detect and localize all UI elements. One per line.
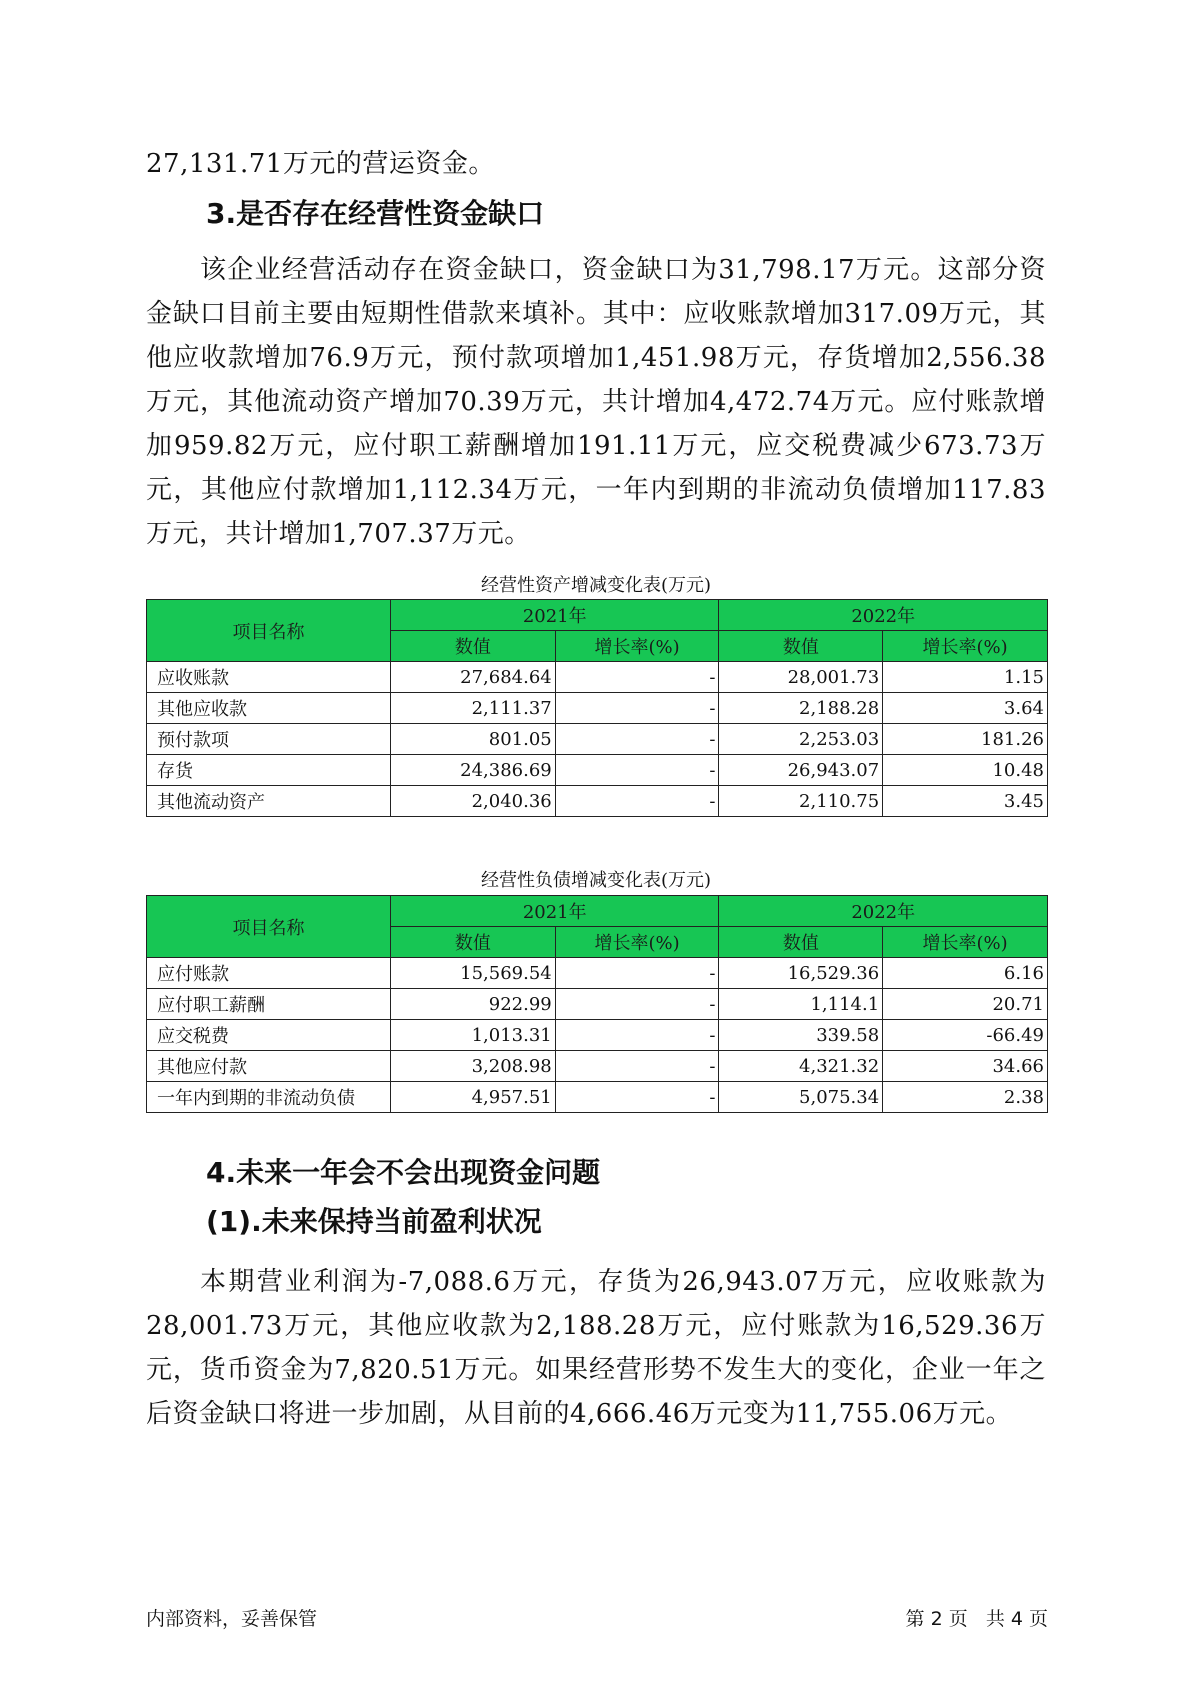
rate-2022: 6.16	[883, 958, 1048, 989]
rate-2021: -	[555, 1051, 719, 1082]
value-2021: 3,208.98	[390, 1051, 555, 1082]
value-2022: 1,114.1	[719, 989, 883, 1020]
rate-2022: -66.49	[883, 1020, 1048, 1051]
row-name: 其他应收款	[147, 693, 391, 724]
value-2021: 27,684.64	[390, 662, 555, 693]
table-row	[147, 989, 1048, 1020]
table-row	[147, 958, 1048, 989]
rate-2022: 3.45	[883, 786, 1048, 817]
assets-table	[146, 599, 1048, 817]
value-2022: 28,001.73	[719, 662, 883, 693]
header-growth-rate: 增长率(%)	[555, 927, 719, 958]
section-heading-next-year: 4.未来一年会不会出现资金问题	[206, 1156, 601, 1189]
header-value: 数值	[390, 631, 555, 662]
rate-2021: -	[555, 1020, 719, 1051]
table-row	[147, 693, 1048, 724]
footer-confidential: 内部资料，妥善保管	[146, 1608, 318, 1630]
rate-2022: 3.64	[883, 693, 1048, 724]
header-value: 数值	[390, 927, 555, 958]
value-2022: 26,943.07	[719, 755, 883, 786]
value-2021: 922.99	[390, 989, 555, 1020]
value-2022: 5,075.34	[719, 1082, 883, 1113]
value-2022: 16,529.36	[719, 958, 883, 989]
value-2022: 2,188.28	[719, 693, 883, 724]
value-2021: 1,013.31	[390, 1020, 555, 1051]
header-item-name: 项目名称	[147, 600, 391, 662]
section-heading-funding-gap: 3.是否存在经营性资金缺口	[206, 197, 545, 230]
row-name: 存货	[147, 755, 391, 786]
header-value: 数值	[719, 631, 883, 662]
header-value: 数值	[719, 927, 883, 958]
header-item-name: 项目名称	[147, 896, 391, 958]
rate-2021: -	[555, 989, 719, 1020]
header-growth-rate: 增长率(%)	[883, 631, 1048, 662]
header-year-2021: 2021年	[390, 600, 719, 631]
value-2022: 339.58	[719, 1020, 883, 1051]
table-row	[147, 1051, 1048, 1082]
row-name: 应交税费	[147, 1020, 391, 1051]
paragraph-working-capital: 27,131.71万元的营运资金。	[146, 149, 495, 179]
value-2021: 2,111.37	[390, 693, 555, 724]
rate-2021: -	[555, 724, 719, 755]
rate-2022: 1.15	[883, 662, 1048, 693]
table-title-liabilities: 经营性负债增减变化表(万元)	[480, 870, 712, 891]
value-2021: 2,040.36	[390, 786, 555, 817]
row-name: 其他流动资产	[147, 786, 391, 817]
value-2022: 2,253.03	[719, 724, 883, 755]
liabilities-table	[146, 895, 1048, 1113]
row-name: 其他应付款	[147, 1051, 391, 1082]
table-row	[147, 755, 1048, 786]
rate-2021: -	[555, 958, 719, 989]
rate-2021: -	[555, 755, 719, 786]
rate-2022: 10.48	[883, 755, 1048, 786]
header-growth-rate: 增长率(%)	[883, 927, 1048, 958]
table-row	[147, 786, 1048, 817]
value-2022: 4,321.32	[719, 1051, 883, 1082]
table-row	[147, 1020, 1048, 1051]
row-name: 应收账款	[147, 662, 391, 693]
header-year-2022: 2022年	[719, 896, 1048, 927]
value-2021: 4,957.51	[390, 1082, 555, 1113]
row-name: 应付职工薪酬	[147, 989, 391, 1020]
table-row	[147, 724, 1048, 755]
header-year-2022: 2022年	[719, 600, 1048, 631]
paragraph-funding-gap: 该企业经营活动存在资金缺口，资金缺口为31,798.17万元。这部分资金缺口目前主要由短期性借款来填补。其中：应收账款增加317.09万元，其他应收款增加76.9万元，预付款项增加1,451.98万元，存货增加2,556.38万元，其他流动资产增加70.39万元，共计增加4,472.74万元。应付账款增加959.82万元，应付职工薪酬增加191.11万元，应交税费减少673.73万元，其他应付款增加1,112.34万元，一年内到期的非流动负债增加117.83万元，共计增加1,707.37万元。	[146, 255, 1046, 549]
paragraph-projection: 本期营业利润为-7,088.6万元，存货为26,943.07万元，应收账款为28,001.73万元，其他应收款为2,188.28万元，应付账款为16,529.36万元，货币资金为7,820.51万元。如果经营形势不发生大的变化，企业一年之后资金缺口将进一步加剧，从目前的4,666.46万元变为11,755.06万元。	[146, 1267, 1046, 1429]
row-name: 应付账款	[147, 958, 391, 989]
rate-2021: -	[555, 693, 719, 724]
subsection-heading-profit: (1).未来保持当前盈利状况	[206, 1205, 542, 1238]
rate-2021: -	[555, 662, 719, 693]
value-2021: 24,386.69	[390, 755, 555, 786]
rate-2022: 34.66	[883, 1051, 1048, 1082]
rate-2022: 20.71	[883, 989, 1048, 1020]
row-name: 预付款项	[147, 724, 391, 755]
value-2021: 801.05	[390, 724, 555, 755]
header-year-2021: 2021年	[390, 896, 719, 927]
header-growth-rate: 增长率(%)	[555, 631, 719, 662]
row-name: 一年内到期的非流动负债	[147, 1082, 391, 1113]
rate-2022: 2.38	[883, 1082, 1048, 1113]
value-2022: 2,110.75	[719, 786, 883, 817]
table-row	[147, 1082, 1048, 1113]
rate-2021: -	[555, 786, 719, 817]
value-2021: 15,569.54	[390, 958, 555, 989]
footer-page-number: 第 2 页 共 4 页	[905, 1608, 1048, 1630]
rate-2021: -	[555, 1082, 719, 1113]
table-row	[147, 662, 1048, 693]
table-title-assets: 经营性资产增减变化表(万元)	[480, 575, 712, 596]
rate-2022: 181.26	[883, 724, 1048, 755]
